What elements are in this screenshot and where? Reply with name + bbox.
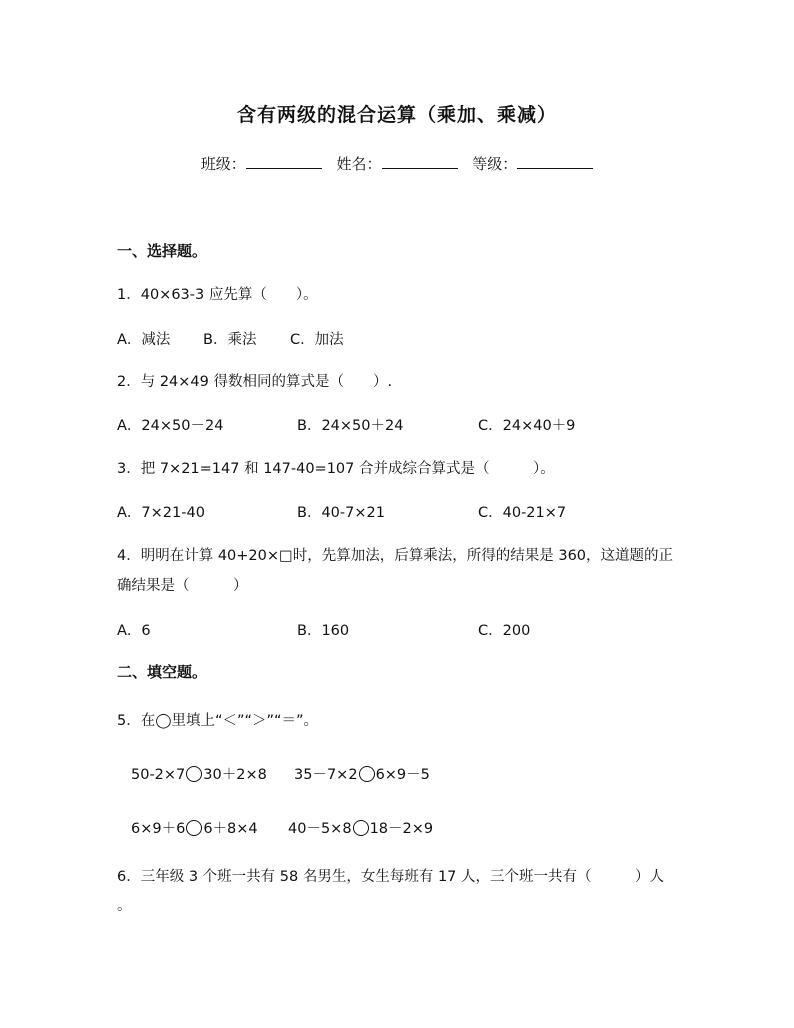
compare-item	[294, 763, 430, 784]
compare-left: 50-2×7	[131, 767, 186, 783]
grade-blank[interactable]	[517, 152, 593, 169]
compare-circle[interactable]	[186, 820, 202, 836]
compare-right: 6×9－5	[375, 767, 430, 783]
section-heading-fill: 二、填空题。	[117, 663, 208, 681]
compare-item	[131, 763, 267, 784]
q2-option-b: B．24×50＋24	[297, 418, 404, 434]
compare-circle[interactable]	[353, 820, 369, 836]
question-2: 2．与 24×49 得数相同的算式是（ ）.	[117, 374, 393, 390]
q4-option-c: C．200	[478, 623, 531, 639]
compare-circle[interactable]	[186, 766, 202, 782]
compare-item	[288, 817, 433, 838]
question-4-line-2: 确结果是（ ）	[117, 578, 248, 594]
compare-left: 6×9＋6	[131, 821, 186, 837]
q2-option-c: C．24×40＋9	[478, 418, 576, 434]
q3-option-c: C．40-21×7	[478, 505, 567, 521]
question-4-line-1: 4．明明在计算 40+20×□时，先算加法，后算乘法，所得的结果是 360，这道题的正	[117, 548, 674, 564]
compare-item	[131, 817, 258, 838]
question-1: 1．40×63-3 应先算（ ）。	[117, 287, 318, 303]
compare-left: 35－7×2	[294, 767, 358, 783]
compare-right: 6＋8×4	[203, 821, 258, 837]
compare-right: 30＋2×8	[203, 767, 267, 783]
class-blank[interactable]	[246, 152, 322, 169]
compare-circle[interactable]	[359, 766, 375, 782]
q1-option-a: A．减法	[117, 332, 171, 348]
name-blank[interactable]	[382, 152, 458, 169]
q2-option-a: A．24×50－24	[117, 418, 224, 434]
student-info-line	[0, 152, 794, 174]
question-3: 3．把 7×21=147 和 147-40=107 合并成综合算式是（ ）。	[117, 461, 555, 477]
class-label: 班级：	[200, 155, 246, 173]
q3-option-a: A．7×21-40	[117, 505, 205, 521]
section-heading-choice: 一、选择题。	[117, 242, 208, 260]
q4-option-b: B．160	[297, 623, 350, 639]
page-title: 含有两级的混合运算（乘加、乘减）	[236, 104, 557, 126]
compare-left: 40－5×8	[288, 821, 352, 837]
grade-label: 等级：	[472, 155, 518, 173]
q3-option-b: B．40-7×21	[297, 505, 385, 521]
name-label: 姓名：	[336, 155, 382, 173]
q4-option-a: A．6	[117, 623, 151, 639]
question-6-line-1: 6．三年级 3 个班一共有 58 名男生，女生每班有 17 人，三个班一共有（ ）人	[117, 869, 665, 885]
question-6-line-2: 。	[117, 898, 132, 914]
q1-option-c: C．加法	[290, 332, 344, 348]
compare-right: 18－2×9	[369, 821, 434, 837]
q1-option-b: B．乘法	[203, 332, 257, 348]
question-5: 5．在◯里填上“＜”“＞”“＝”。	[117, 713, 319, 729]
